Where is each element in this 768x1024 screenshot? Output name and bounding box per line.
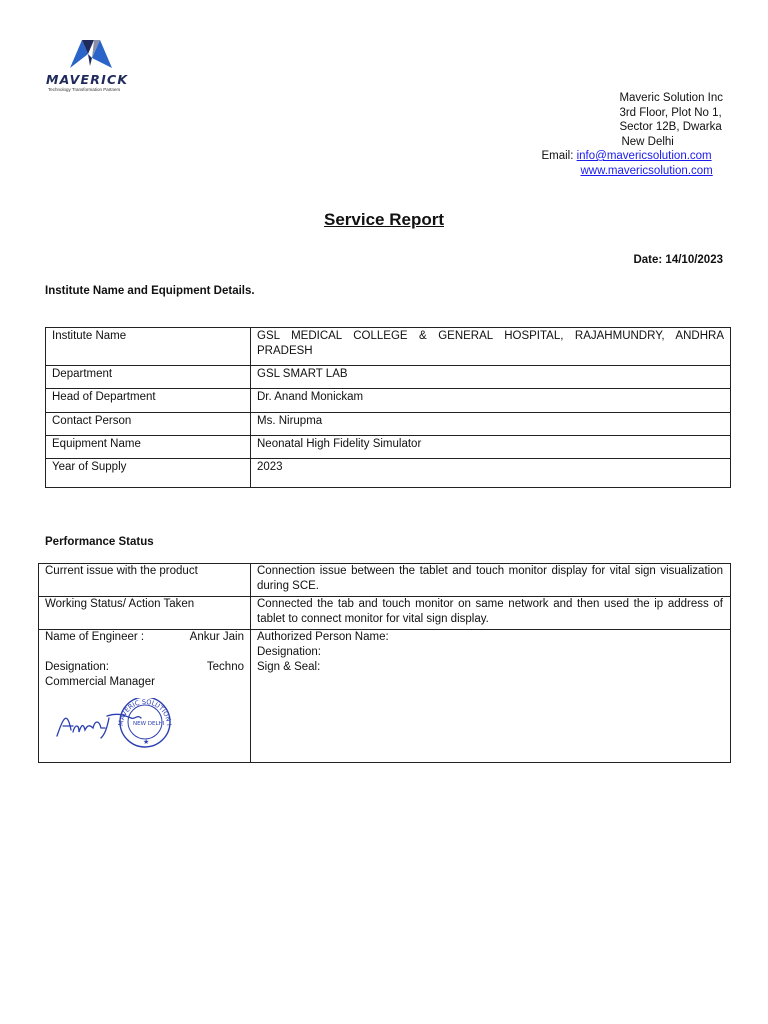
row-label: Equipment Name	[46, 436, 251, 459]
report-date: Date: 14/10/2023	[633, 254, 723, 266]
company-address	[541, 91, 723, 178]
engineer-label: Name of Engineer :	[45, 631, 145, 643]
row-value: Ms. Nirupma	[251, 413, 731, 436]
row-label: Institute Name	[46, 328, 251, 366]
table-row	[46, 366, 731, 389]
maverick-logo	[44, 36, 144, 92]
table-row	[39, 564, 731, 597]
performance-section-heading: Performance Status	[45, 536, 154, 548]
page-title-text: Service Report	[324, 210, 444, 229]
row-value: Neonatal High Fidelity Simulator	[251, 436, 731, 459]
signature-and-stamp	[53, 698, 183, 750]
designation-value-part1: Techno	[206, 661, 244, 673]
svg-text:MAVERIC SOLUTION INC: MAVERIC SOLUTION I	[116, 698, 174, 727]
current-issue-label: Current issue with the product	[39, 564, 251, 597]
page-title	[0, 210, 768, 230]
engineer-name-row	[45, 630, 244, 645]
svg-text:NEW DELHI: NEW DELHI	[133, 721, 165, 727]
table-row	[46, 436, 731, 459]
website-link[interactable]: www.mavericsolution.com	[580, 164, 713, 177]
sign-seal-label: Sign & Seal:	[257, 661, 321, 673]
current-issue-value: Connection issue between the tablet and touch monitor display for vital sign visualization during SCE.	[251, 564, 731, 597]
table-row	[46, 413, 731, 436]
table-row	[46, 389, 731, 413]
row-value: GSL SMART LAB	[251, 366, 731, 389]
table-row	[39, 630, 731, 763]
authorized-person-label: Authorized Person Name:	[257, 631, 389, 643]
address-line-1: 3rd Floor, Plot No 1,	[619, 106, 722, 119]
designation-value-part2: Commercial Manager	[45, 676, 155, 688]
address-line-2: Sector 12B, Dwarka	[619, 121, 722, 133]
table-row	[46, 328, 731, 366]
action-taken-value: Connected the tab and touch monitor on same network and then used the ip address of tablet to connect monitor for vital sign display.	[251, 597, 731, 630]
logo-wordmark: MAVERICK	[46, 72, 129, 87]
performance-status-table	[38, 563, 731, 763]
row-label: Department	[46, 366, 251, 389]
signature-stamp-image	[53, 698, 183, 750]
email-label: Email:	[541, 150, 577, 162]
row-label: Head of Department	[46, 389, 251, 413]
row-value: Dr. Anand Monickam	[251, 389, 731, 413]
svg-text:★: ★	[143, 739, 150, 746]
maverick-logo-icon	[44, 36, 144, 76]
engineer-name: Ankur Jain	[189, 631, 244, 643]
designation-row	[45, 660, 244, 675]
row-value: 2023	[251, 459, 731, 488]
engineer-cell	[39, 630, 251, 763]
table-row	[39, 597, 731, 630]
authorized-cell	[251, 630, 731, 763]
row-label: Year of Supply	[46, 459, 251, 488]
designation-label: Designation:	[45, 661, 109, 673]
table-row	[46, 459, 731, 488]
institute-section-heading: Institute Name and Equipment Details.	[45, 285, 255, 297]
authorized-designation-label: Designation:	[257, 646, 321, 658]
row-label: Contact Person	[46, 413, 251, 436]
email-link[interactable]: info@mavericsolution.com	[576, 150, 712, 162]
institute-details-table	[45, 327, 731, 488]
action-taken-label: Working Status/ Action Taken	[39, 597, 251, 630]
company-name: Maveric Solution Inc	[619, 92, 723, 104]
logo-tagline: Technology Transformation Partners	[48, 87, 121, 92]
address-city: New Delhi	[621, 135, 674, 148]
row-value: GSL MEDICAL COLLEGE & GENERAL HOSPITAL, RAJAHMUNDRY, ANDHRA PRADESH	[251, 328, 731, 366]
email-row	[541, 149, 723, 164]
